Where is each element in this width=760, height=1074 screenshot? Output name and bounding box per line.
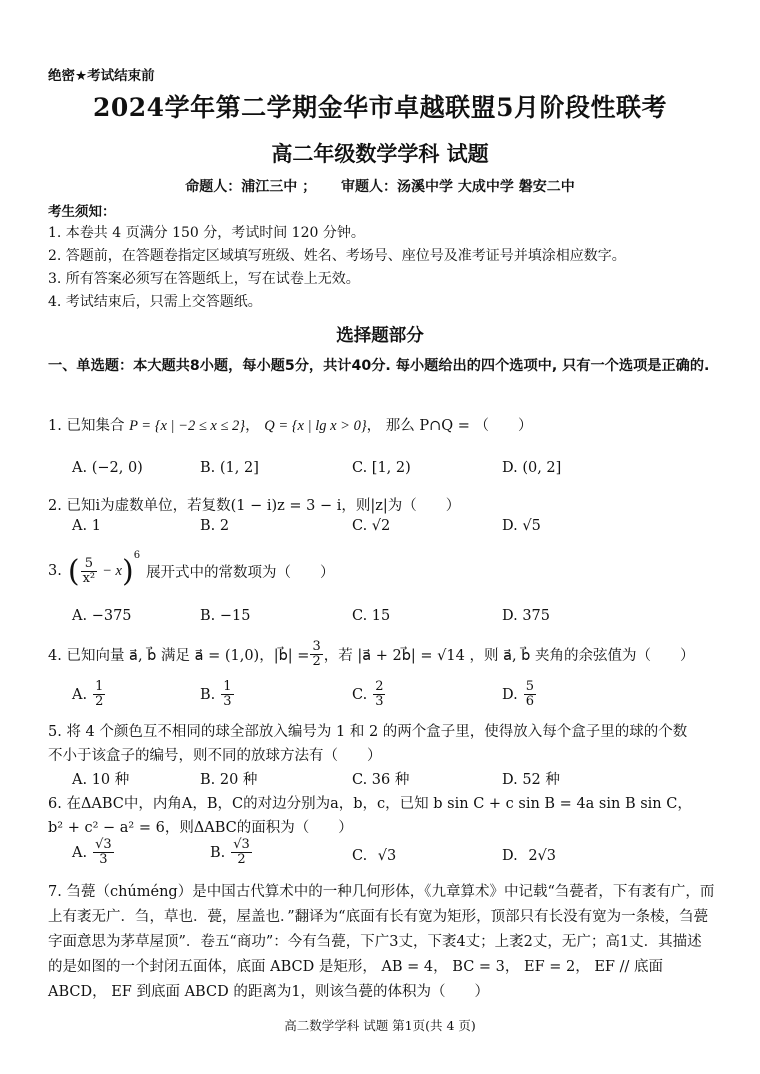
notice-item: 3. 所有答案必须写在答题纸上，写在试卷上无效。 <box>48 271 360 287</box>
option-fraction <box>524 680 536 709</box>
q4-stem-a: 4. 已知向量 a⃗, b⃗ 满足 a⃗ = (1,0)，|b⃗| = <box>48 647 310 664</box>
q5-option-d: D. 52 种 <box>502 772 560 788</box>
question-6-line2: b² + c² − a² = 6，则ΔABC的面积为（ ） <box>48 820 353 836</box>
q6-option-a <box>72 838 115 867</box>
q4-option-c <box>352 680 386 709</box>
option-value: √3 <box>377 848 397 864</box>
frac-den: 2 <box>237 852 246 867</box>
q2-option-d: D. √5 <box>502 518 541 534</box>
option-label: D. <box>502 848 518 864</box>
q5-option-a: A. 10 种 <box>72 772 130 788</box>
option-fraction <box>221 680 233 709</box>
option-label: C. <box>352 848 368 864</box>
option-fraction <box>93 680 105 709</box>
section-title: 选择题部分 <box>336 326 424 346</box>
part-heading: 一、单选题：本大题共8小题，每小题5分，共计40分. 每小题给出的四个选项中, 只有一个选项是正确的. <box>48 358 710 374</box>
q4-option-b <box>200 680 235 709</box>
option-label: A. <box>72 844 88 861</box>
frac-den: 2 <box>95 694 104 709</box>
frac-den: 3 <box>375 694 384 709</box>
q3-number: 3. <box>48 563 62 579</box>
frac-num: 1 <box>95 679 104 694</box>
q1-set-p: P = {x | −2 ≤ x ≤ 2} <box>129 418 246 434</box>
question-5-line2: 不小于该盒子的编号，则不同的放球方法有（ ） <box>48 748 382 764</box>
close-paren: ) <box>121 553 134 589</box>
authors-line <box>0 176 760 196</box>
frac-den: 3 <box>99 852 108 867</box>
frac-den: 3 <box>223 694 232 709</box>
frac-den: 6 <box>525 694 534 709</box>
frac-num: √3 <box>95 837 112 852</box>
q5-option-c: C. 36 种 <box>352 772 410 788</box>
exam-title: 2024学年第二学期金华市卓越联盟5月阶段性联考 <box>93 93 667 122</box>
page-footer: 高二数学学科 试题 第1页(共 4 页) <box>284 1018 476 1033</box>
exam-subtitle: 高二年级数学学科 试题 <box>271 141 489 166</box>
q3-power: 6 <box>133 550 141 561</box>
question-1-stem <box>48 414 533 435</box>
frac-num: 1 <box>223 679 232 694</box>
q3-minus-x: − x <box>102 562 122 579</box>
q6-option-c <box>352 848 396 864</box>
q2-option-a: A. 1 <box>72 518 101 534</box>
q1-stem-b: ， 那么 P∩Q = （ ） <box>366 418 533 434</box>
question-2-stem: 2. 已知i为虚数单位，若复数(1 − i)z = 3 − i，则|z|为（ ） <box>48 498 461 514</box>
frac-num: 5 <box>525 679 534 694</box>
q3-option-a: A. −375 <box>72 608 132 624</box>
setter-label: 命题人：浦江三中 ； <box>185 179 317 195</box>
q1-option-a: A. (−2, 0) <box>72 460 143 476</box>
option-label: C. <box>352 686 368 703</box>
option-fraction <box>373 680 385 709</box>
notice-title: 考生须知： <box>48 204 116 220</box>
q2-option-c: C. √2 <box>352 518 391 534</box>
frac-num: 2 <box>375 679 384 694</box>
q1-stem-a: 1. 已知集合 <box>48 418 130 434</box>
option-label: B. <box>210 844 226 861</box>
q1-sep: ， <box>245 418 265 434</box>
frac-num: √3 <box>233 837 250 852</box>
q2-option-b: B. 2 <box>200 518 230 534</box>
question-7-text: 7. 刍甍（chúméng）是中国古代算术中的一种几何形体，《九章算术》中记载“刍甍者，下有袤有广，而上有袤无广．刍，草也．甍，屋盖也．”翻译为“底面有长有宽为矩形，顶部只有长没有宽为一条棱，刍甍字面意思为茅草屋顶”．卷五“商功”：今有刍甍，下广3丈，下袤4丈；上袤2丈，无广；高1丈．其描述的是如图的一个封闭五面体，底面 ABCD 是矩形， AB = 4， BC = 3， EF = 2， EF // 底面 ABCD， EF 到底面 ABCD 的距离为1，则该刍甍的体积为（ ） <box>48 884 715 1000</box>
confidential-label: 绝密★考试结束前 <box>48 68 155 84</box>
open-paren: ( <box>67 553 80 589</box>
q3-option-d: D. 375 <box>502 608 551 624</box>
q4-b-fraction <box>310 640 322 669</box>
q3-fraction <box>81 557 98 586</box>
q4-stem-b: ，若 |a⃗ + 2b⃗| = √14 ，则 a⃗, b⃗ 夹角的余弦值为（ ） <box>323 647 695 664</box>
question-3-stem <box>48 548 335 594</box>
q3-option-b: B. −15 <box>200 608 251 624</box>
q1-option-b: B. (1, 2] <box>200 460 259 476</box>
reviewer-label: 审题人：汤溪中学 大成中学 磐安二中 <box>341 179 575 195</box>
q3-option-c: C. 15 <box>352 608 391 624</box>
q1-option-c: C. [1, 2) <box>352 460 411 476</box>
question-5-line1: 5. 将 4 个颜色互不相同的球全部放入编号为 1 和 2 的两个盒子里，使得放入每个盒子里的球的个数 <box>48 724 688 740</box>
option-label: A. <box>72 686 88 703</box>
option-fraction <box>93 838 114 867</box>
q4-option-d <box>502 680 537 709</box>
q5-option-b: B. 20 种 <box>200 772 258 788</box>
q4-b-num: 3 <box>312 638 321 654</box>
q1-set-q: Q = {x | lg x > 0} <box>264 418 367 434</box>
q4-option-a <box>72 680 106 709</box>
q6-option-d <box>502 848 556 864</box>
q1-option-d: D. (0, 2] <box>502 460 562 476</box>
notice-item: 1. 本卷共 4 页满分 150 分，考试时间 120 分钟。 <box>48 225 365 241</box>
option-label: D. <box>502 686 518 703</box>
question-6-line1: 6. 在ΔABC中，内角A，B，C的对边分别为a，b，c，已知 b sin C + c sin B = 4a sin B sin C， <box>48 796 692 812</box>
question-4-stem <box>48 636 695 672</box>
q4-b-den: 2 <box>312 653 321 669</box>
notice-item: 4. 考试结束后，只需上交答题纸。 <box>48 294 262 310</box>
option-fraction <box>231 838 252 867</box>
q3-stem-text: 展开式中的常数项为（ ） <box>146 564 335 581</box>
q6-option-b <box>210 838 253 867</box>
notice-item: 2. 答题前，在答题卷指定区域填写班级、姓名、考场号、座位号及准考证号并填涂相应数字。 <box>48 248 626 264</box>
q3-frac-den: x² <box>82 570 96 586</box>
option-label: B. <box>200 686 216 703</box>
q3-frac-num: 5 <box>81 557 98 572</box>
option-value: 2√3 <box>528 848 557 864</box>
